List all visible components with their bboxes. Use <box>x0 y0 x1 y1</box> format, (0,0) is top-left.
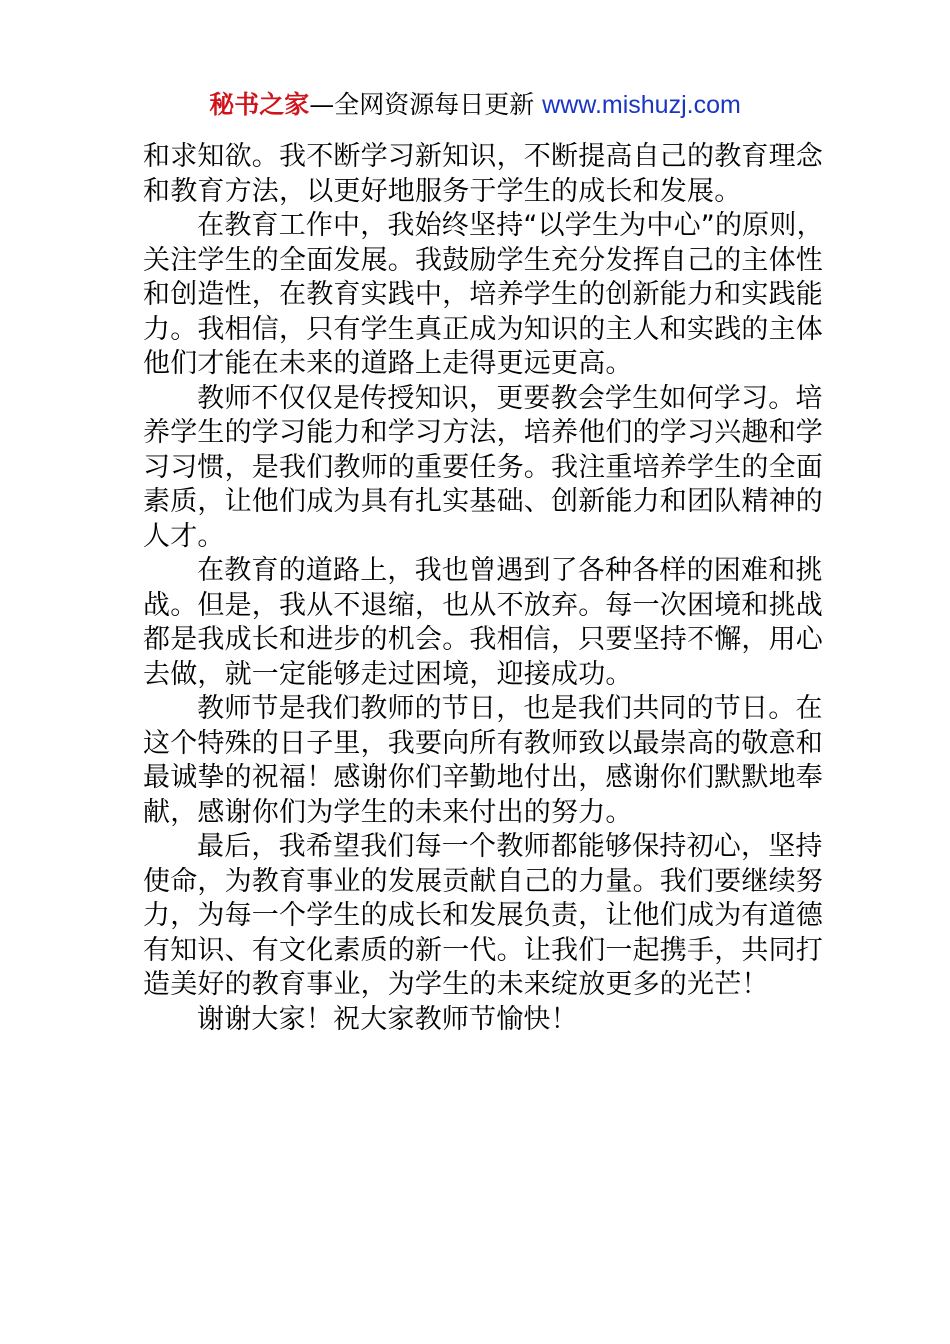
text-line: 和创造性，在教育实践中，培养学生的创新能力和实践能 <box>143 279 823 310</box>
text-line: 在教育的道路上，我也曾遇到了各种各样的困难和挑 <box>197 555 823 586</box>
text-line: 和教育方法，以更好地服务于学生的成长和发展。 <box>143 175 742 207</box>
text-line: 素质，让他们成为具有扎实基础、创新能力和团队精神的 <box>143 486 823 517</box>
text-line: 造美好的教育事业，为学生的未来绽放更多的光芒！ <box>143 969 769 1000</box>
text-line: 力，为每一个学生的成长和发展负责，让他们成为有道德 <box>143 900 823 931</box>
text-line: 最诚挚的祝福！感谢你们辛勤地付出，感谢你们默默地奉 <box>143 762 823 793</box>
text-line: 教师不仅仅是传授知识，更要教会学生如何学习。培 <box>197 382 823 414</box>
text-line: 使命，为教育事业的发展贡献自己的力量。我们要继续努 <box>143 865 823 897</box>
text-line: 都是我成长和进步的机会。我相信，只要坚持不懈，用心 <box>143 624 823 655</box>
text-line: 养学生的学习能力和学习方法，培养他们的学习兴趣和学 <box>143 417 823 448</box>
text-line: 最后，我希望我们每一个教师都能够保持初心，坚持 <box>197 831 823 862</box>
site-tagline: —全网资源每日更新 <box>309 90 543 119</box>
document-body <box>143 140 824 1037</box>
text-line: 战。但是，我从不退缩，也从不放弃。每一次困境和挑战 <box>143 589 823 621</box>
text-line: 在教育工作中，我始终坚持“以学生为中心”的原则， <box>197 210 824 241</box>
text-line: 有知识、有文化素质的新一代。让我们一起携手，共同打 <box>143 934 823 966</box>
text-line: 人才。 <box>143 520 225 552</box>
page-header <box>0 88 950 122</box>
text-line: 教师节是我们教师的节日，也是我们共同的节日。在 <box>197 693 823 724</box>
text-line: 这个特殊的日子里，我要向所有教师致以最崇高的敬意和 <box>143 727 823 759</box>
text-line: 去做，就一定能够走过困境，迎接成功。 <box>143 658 633 690</box>
site-url-link[interactable]: www.mishuzj.com <box>542 91 741 119</box>
text-line: 谢谢大家！祝大家教师节愉快！ <box>197 1003 578 1035</box>
text-line: 献，感谢你们为学生的未来付出的努力。 <box>143 796 633 828</box>
text-line: 关注学生的全面发展。我鼓励学生充分发挥自己的主体性 <box>143 244 823 276</box>
text-line: 他们才能在未来的道路上走得更远更高。 <box>143 348 633 379</box>
text-line: 力。我相信，只有学生真正成为知识的主人和实践的主体 <box>143 313 823 345</box>
text-line: 习习惯，是我们教师的重要任务。我注重培养学生的全面 <box>143 451 823 483</box>
text-line: 和求知欲。我不断学习新知识，不断提高自己的教育理念 <box>143 141 823 172</box>
site-brand: 秘书之家 <box>209 90 310 119</box>
